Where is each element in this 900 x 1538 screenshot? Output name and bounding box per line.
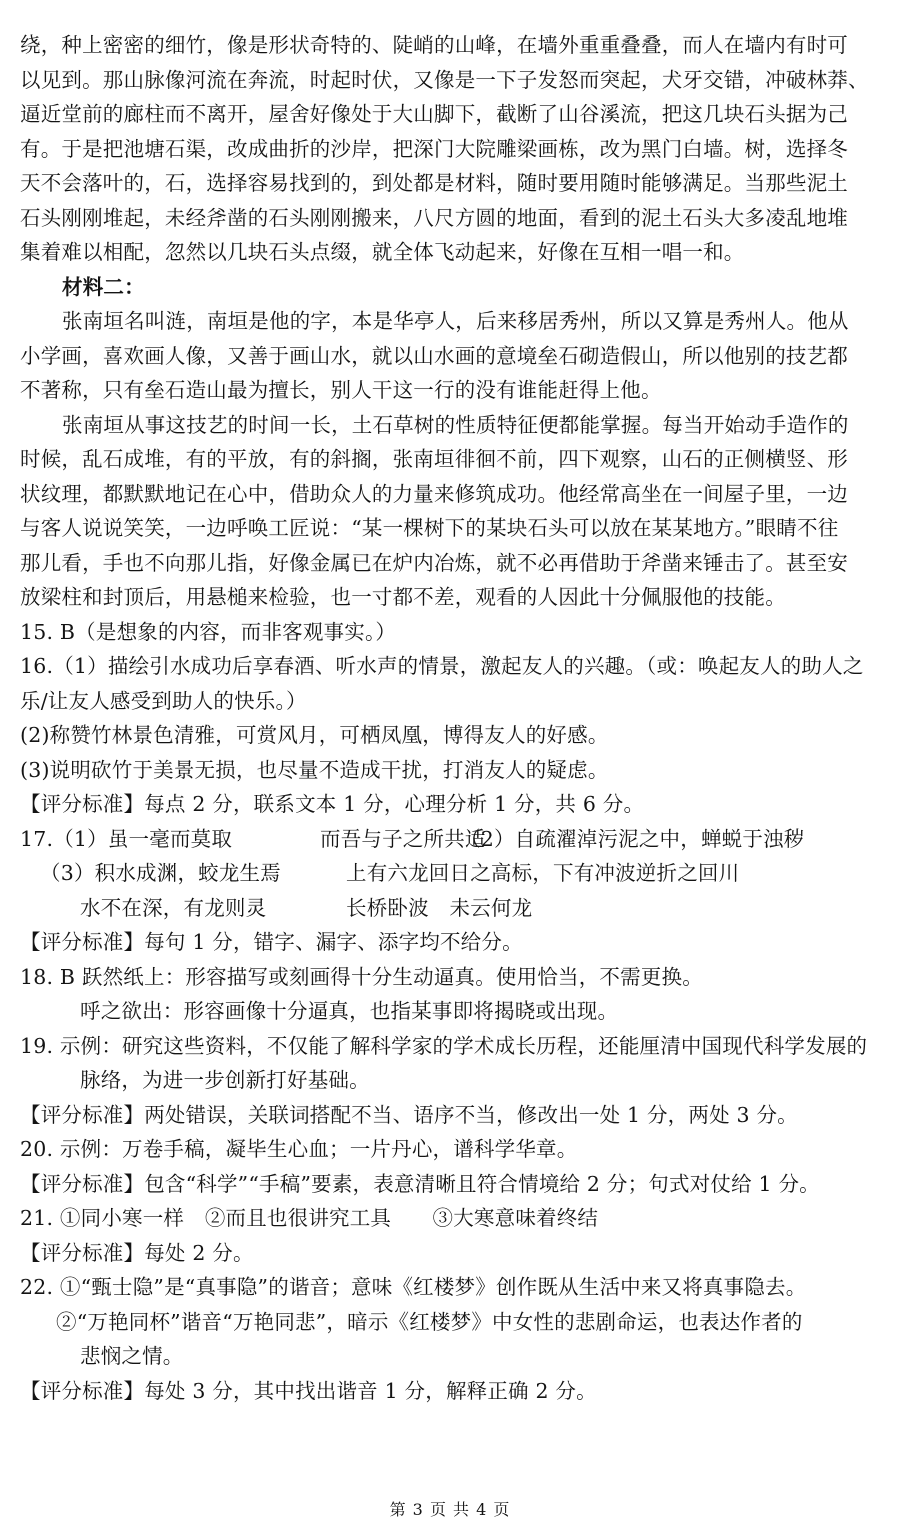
text-line: 小学画，喜欢画人像，又善于画山水，就以山水画的意境垒石砌造假山，所以他别的技艺都: [20, 343, 848, 368]
scoring-standard-20: 【评分标准】包含“科学”“手稿”要素，表意清晰且符合情境给 2 分；句式对仗给 1 分。: [20, 1171, 820, 1196]
text-line: 张南垣名叫涟，南垣是他的字，本是华亭人，后来移居秀州，所以又算是秀州人。他从: [62, 309, 849, 333]
answer-16-part2: (2)称赞竹林景色清雅，可赏风月，可栖凤凰，博得友人的好感。: [20, 723, 609, 747]
text-line: 与客人说说笑笑，一边呼唤工匠说：“某一棵树下的某块石头可以放在某某地方。”眼睛不往: [20, 516, 839, 540]
answer-20: 20. 示例：万卷手稿，凝毕生心血；一片丹心，谱科学华章。: [20, 1137, 578, 1161]
answer-17-item: （3）积水成渊，蛟龙生焉: [40, 861, 281, 885]
text-line: 石头刚刚堆起，未经斧凿的石头刚刚搬来，八尺方圆的地面，看到的泥土石头大多凌乱地堆: [20, 205, 848, 230]
text-line: 状纹理，都默默地记在心中，借助众人的力量来修筑成功。他经常高坐在一间屋子里，一边: [20, 481, 848, 506]
scoring-standard-16: 【评分标准】每点 2 分，联系文本 1 分，心理分析 1 分，共 6 分。: [20, 792, 645, 816]
answer-22-part1: 22. ①“甄士隐”是“真事隐”的谐音；意味《红楼梦》创作既从生活中来又将真事隐去。: [20, 1275, 807, 1299]
text-line: 集着难以相配，忽然以几块石头点缀，就全体飞动起来，好像在互相一唱一和。: [20, 240, 745, 264]
material2-paragraph-2: [20, 408, 860, 615]
text-line: 绕，种上密密的细竹，像是形状奇特的、陡峭的山峰，在墙外重重叠叠，而人在墙内有时可: [20, 33, 848, 57]
answer-17-item: 17.（1）虽一毫而莫取: [20, 826, 233, 851]
answer-17-item: 上有六龙回日之高标，下有冲波逆折之回川: [346, 861, 740, 885]
document-page: [20, 28, 869, 1408]
answer-18-cont: 呼之欲出：形容画像十分逼真，也指某事即将揭晓或出现。: [80, 999, 619, 1023]
answer-21: 21. ①同小寒一样 ②而且也很讲究工具 ③大寒意味着终结: [20, 1206, 599, 1230]
text-line: 不著称，只有垒石造山最为擅长，别人干这一行的没有谁能赶得上他。: [20, 378, 662, 402]
material2-paragraph-1: [20, 304, 860, 408]
scoring-standard-17: 【评分标准】每句 1 分，错字、漏字、添字均不给分。: [20, 930, 523, 954]
answer-16-part3: (3)说明砍竹于美景无损，也尽量不造成干扰，打消友人的疑虑。: [20, 757, 609, 782]
answer-17-row3: [20, 891, 860, 926]
answer-15: 15. B（是想象的内容，而非客观事实。）: [20, 619, 397, 644]
answer-17-item: 长桥卧波 未云何龙: [346, 895, 533, 920]
text-line: 以见到。那山脉像河流在奔流，时起时伏，又像是一下子发怒而突起，犬牙交错，冲破林莽、: [20, 67, 869, 92]
answer-17-item: （2）自疏濯淖污泥之中，蝉蜕于浊秽: [460, 826, 805, 851]
answer-18: 18. B 跃然纸上：形容描写或刻画得十分生动逼真。使用恰当，不需更换。: [20, 964, 703, 989]
answer-16-part1-cont: 乐/让友人感受到助人的快乐。）: [20, 688, 307, 713]
answer-22-part2: ②“万艳同杯”谐音“万艳同悲”，暗示《红楼梦》中女性的悲剧命运，也表达作者的: [56, 1309, 803, 1334]
text-line: 有。于是把池塘石渠，改成曲折的沙岸，把深门大院雕梁画栋，改为黑门白墙。树，选择冬: [20, 136, 848, 161]
text-line: 时候，乱石成堆，有的平放，有的斜搁，张南垣徘徊不前，四下观察，山石的正侧横竖、形: [20, 447, 848, 471]
text-line: 张南垣从事这技艺的时间一长，土石草树的性质特征便都能掌握。每当开始动手造作的: [62, 412, 849, 437]
answer-22-part2-cont: 悲悯之情。: [80, 1344, 184, 1368]
text-line: 逼近堂前的廊柱而不离开，屋舍好像处于大山脚下，截断了山谷溪流，把这几块石头据为己: [20, 102, 848, 126]
scoring-standard-21: 【评分标准】每处 2 分。: [20, 1240, 254, 1265]
answer-19: 19. 示例：研究这些资料，不仅能了解科学家的学术成长历程，还能厘清中国现代科学发展的: [20, 1033, 868, 1058]
page-footer: 第 3 页 共 4 页: [389, 1500, 511, 1519]
text-line: 放梁柱和封顶后，用悬槌来检验，也一寸都不差，观看的人因此十分佩服他的技能。: [20, 585, 786, 609]
scoring-standard-22: 【评分标准】每处 3 分，其中找出谐音 1 分，解释正确 2 分。: [20, 1378, 597, 1403]
material2-heading: 材料二：: [62, 274, 145, 299]
scoring-standard-19: 【评分标准】两处错误，关联词搭配不当、语序不当，修改出一处 1 分，两处 3 分。: [20, 1102, 798, 1127]
answer-17-row2: [20, 856, 860, 891]
text-line: 天不会落叶的，石，选择容易找到的，到处都是材料，随时要用随时能够满足。当那些泥土: [20, 171, 848, 195]
text-line: 那儿看，手也不向那儿指，好像金属已在炉内冶炼，就不必再借助于斧凿来锤击了。甚至安: [20, 550, 848, 575]
answer-16-part1: 16.（1）描绘引水成功后享春酒、听水声的情景，激起友人的兴趣。（或：唤起友人的助人之: [20, 654, 864, 678]
answer-17-item: 水不在深，有龙则灵: [80, 895, 267, 920]
answer-key: [20, 615, 868, 1409]
material1-continuation: [20, 28, 869, 270]
answer-17-row1: [20, 822, 860, 857]
answer-19-cont: 脉络，为进一步创新打好基础。: [80, 1068, 370, 1092]
answer-17-item: 而吾与子之所共适: [320, 826, 486, 851]
